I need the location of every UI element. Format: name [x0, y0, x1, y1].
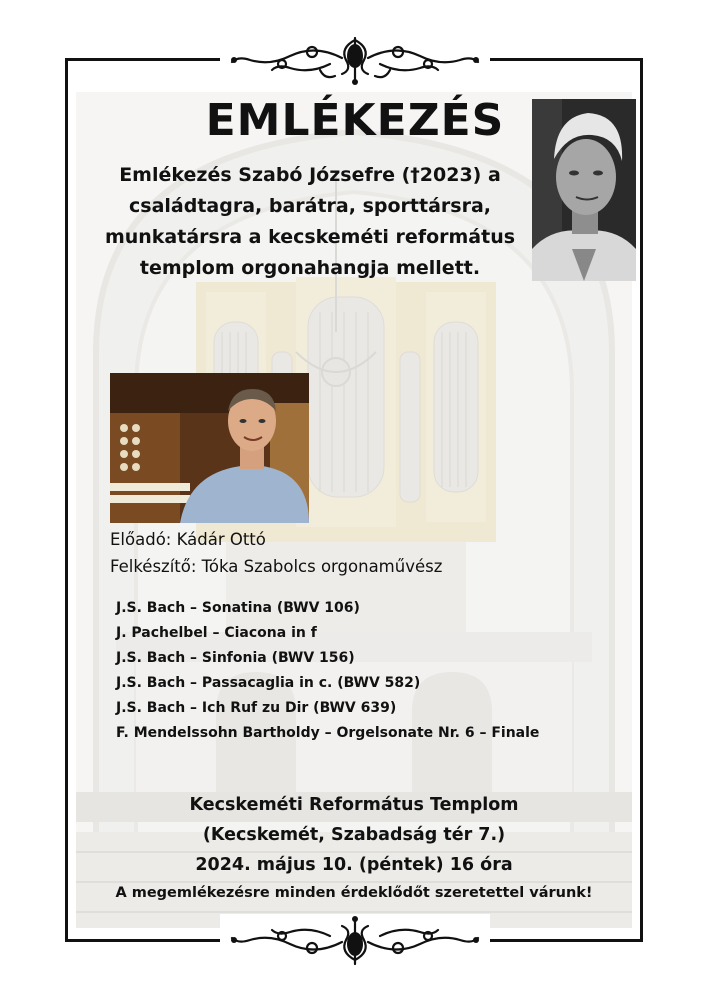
performer-photo	[110, 373, 309, 523]
intro-text	[100, 160, 520, 284]
intro-line: családtagra, barátra, sporttársra,	[129, 195, 491, 217]
program-item: F. Mendelssohn Bartholdy – Orgelsonate Nr. 6 – Finale	[116, 725, 540, 741]
program-item: J.S. Bach – Sonatina (BWV 106)	[116, 600, 360, 616]
intro-line: Emlékezés Szabó Józsefre (†2023) a	[119, 164, 501, 186]
invitation-text: A megemlékezésre minden érdeklődőt szeretettel várunk!	[115, 885, 593, 901]
program-item: J.S. Bach – Ich Ruf zu Dir (BWV 639)	[116, 700, 397, 716]
top-flourish-ornament-icon	[220, 30, 490, 86]
intro-line: munkatársra a kecskeméti református	[104, 226, 516, 248]
venue-name: Kecskeméti Református Templom	[189, 795, 519, 815]
page-title: EMLÉKEZÉS	[205, 95, 505, 146]
program-item: J.S. Bach – Passacaglia in c. (BWV 582)	[116, 675, 421, 691]
venue-address: (Kecskemét, Szabadság tér 7.)	[202, 825, 506, 845]
venue-info	[80, 790, 628, 880]
intro-line: templom orgonahangja mellett.	[139, 257, 481, 279]
program-item: J. Pachelbel – Ciacona in f	[116, 625, 317, 641]
event-datetime: 2024. május 10. (péntek) 16 óra	[195, 855, 513, 875]
credits	[110, 526, 550, 580]
memorial-portrait-photo	[532, 99, 636, 281]
program-item: J.S. Bach – Sinfonia (BWV 156)	[116, 650, 355, 666]
bottom-flourish-ornament-icon	[220, 914, 490, 970]
trainer-line: Felkészítő: Tóka Szabolcs orgonaművész	[110, 557, 443, 576]
program-list	[116, 596, 616, 746]
performer-line: Előadó: Kádár Ottó	[110, 530, 266, 549]
